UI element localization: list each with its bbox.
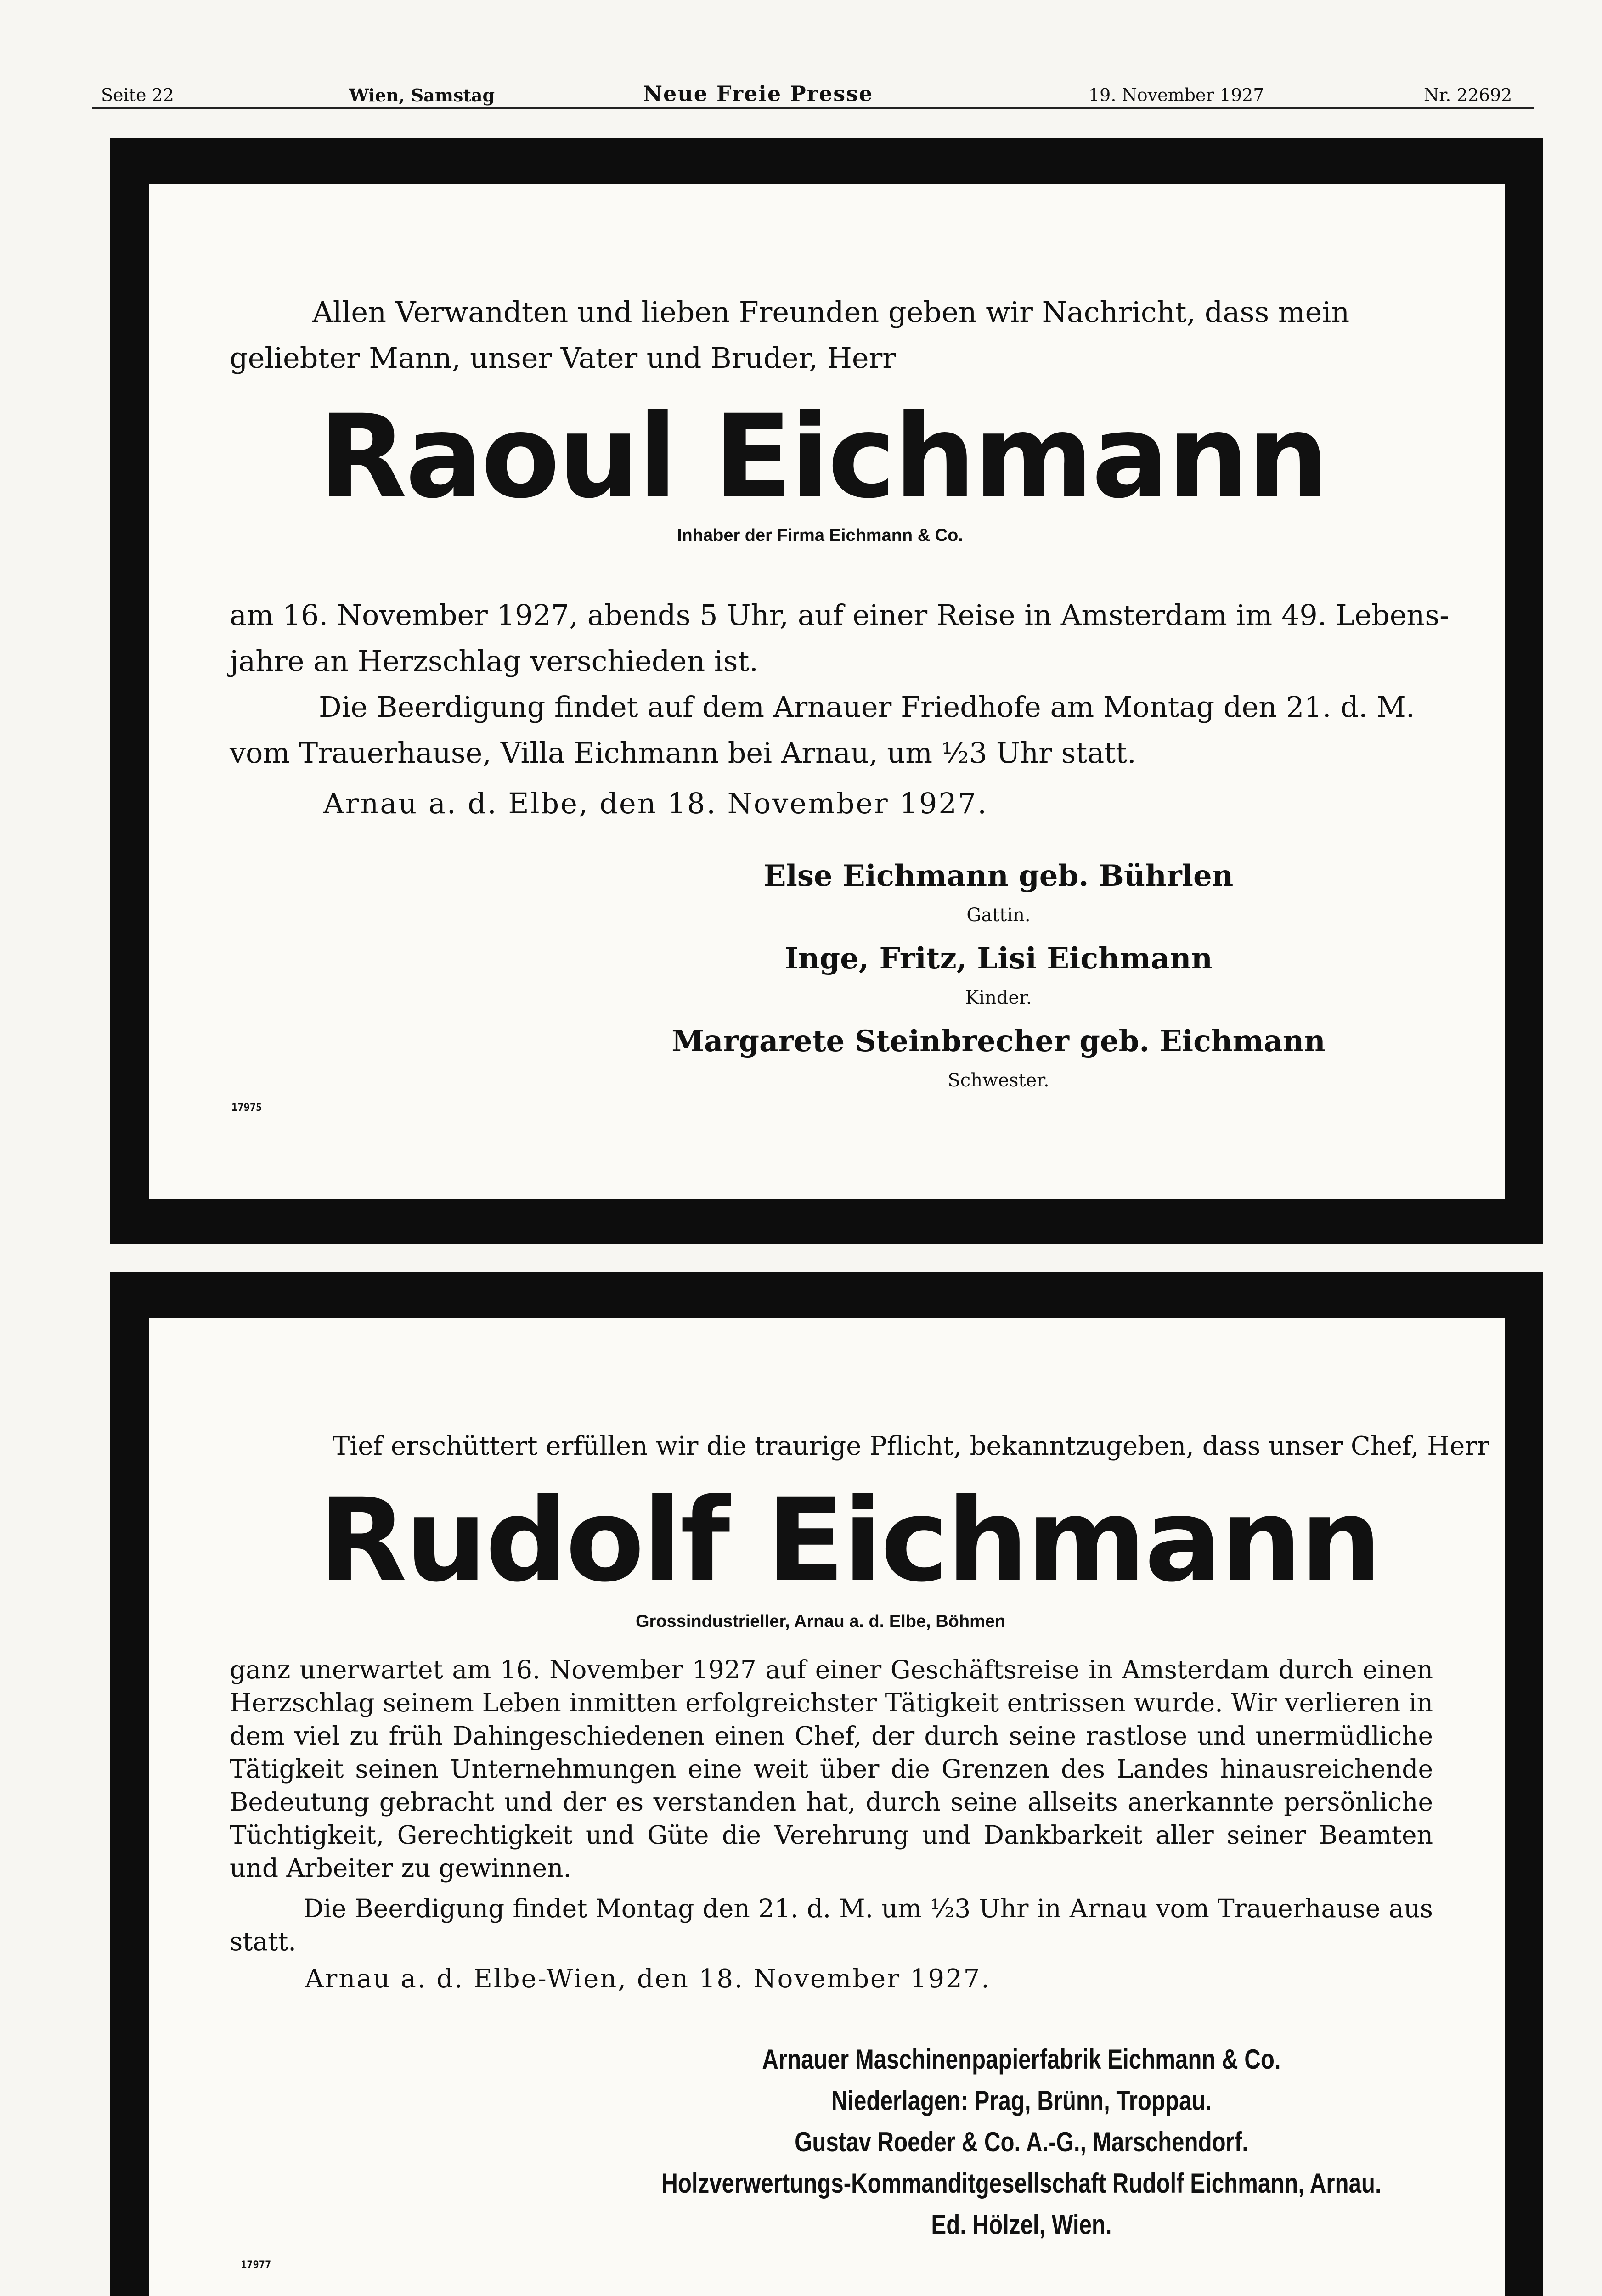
intro-line: geliebter Mann, unser Vater und Bruder, Herr	[230, 341, 896, 375]
company-line: Ed. Hölzel, Wien.	[931, 2209, 1112, 2240]
obituary-notice-raoul	[110, 138, 1543, 1244]
issue-number: Nr. 22692	[1424, 85, 1512, 105]
notice-body	[149, 1318, 1505, 2296]
place-date: Arnau a. d. Elbe-Wien, den 18. November 1927.	[305, 1964, 991, 1994]
company-line: Holzverwertungs-Kommanditgesellschaft Rudolf Eichmann, Arnau.	[661, 2168, 1382, 2199]
page-header	[92, 80, 1534, 117]
deceased-name: Rudolf Eichmann	[319, 1474, 1380, 1607]
deceased-subtitle: Inhaber der Firma Eichmann & Co.	[677, 526, 963, 545]
signer-role: Kinder.	[965, 987, 1032, 1008]
ad-code: 17977	[241, 2259, 271, 2271]
page-number: Seite 22	[101, 85, 174, 105]
signer-role: Schwester.	[948, 1070, 1049, 1091]
header-rule	[92, 107, 1534, 109]
newspaper-title: Neue Freie Presse	[643, 81, 874, 106]
signer-name: Margarete Steinbrecher geb. Eichmann	[671, 1024, 1326, 1058]
deceased-subtitle: Grossindustrieller, Arnau a. d. Elbe, Böhmen	[636, 1612, 1006, 1631]
body-line: am 16. November 1927, abends 5 Uhr, auf einer Reise in Amsterdam im 49. Lebens-	[230, 598, 1450, 632]
signer-name: Inge, Fritz, Lisi Eichmann	[784, 941, 1213, 976]
body-line: Die Beerdigung findet auf dem Arnauer Friedhofe am Montag den 21. d. M.	[319, 690, 1415, 724]
ad-code: 17975	[231, 1102, 262, 1114]
signer-name: Else Eichmann geb. Bührlen	[763, 859, 1234, 893]
obituary-notice-rudolf	[110, 1272, 1543, 2296]
header-place: Wien, Samstag	[349, 85, 495, 106]
body-paragraph: ganz unerwartet am 16. November 1927 auf einer Geschäftsreise in Amsterdam durch einen Herzschlag seinem Leben inmitten erfolgreichster Tätigkeit entrissen wurde. Wir verlieren in dem viel zu früh Dahingeschiedenen einen Chef, der durch seine rastlose und unermüdliche Tätigkeit seinen Unternehmungen eine weit über die Grenzen des Landes hinausreichende Bedeutung gebracht und der es verstanden hat, durch seine allseits anerkannte persönliche Tüchtigkeit, Gerechtigkeit und Güte die Verehrung und Dankbarkeit aller seiner Beamten und Arbeiter zu gewinnen.	[230, 1655, 1433, 1883]
body-line: vom Trauerhause, Villa Eichmann bei Arnau, um ½3 Uhr statt.	[230, 736, 1136, 770]
body-line: jahre an Herzschlag verschieden ist.	[230, 644, 759, 678]
company-line: Niederlagen: Prag, Brünn, Troppau.	[831, 2085, 1212, 2116]
intro-line: Allen Verwandten und lieben Freunden geben wir Nachricht, dass mein	[312, 295, 1350, 329]
funeral-paragraph: Die Beerdigung findet Montag den 21. d. M. um ½3 Uhr in Arnau vom Trauerhause aus statt.	[230, 1894, 1433, 1956]
header-date: 19. November 1927	[1089, 85, 1264, 105]
notice-body	[149, 184, 1505, 1199]
deceased-name: Raoul Eichmann	[319, 390, 1327, 523]
company-line: Arnauer Maschinenpapierfabrik Eichmann & Co.	[762, 2044, 1281, 2075]
place-date: Arnau a. d. Elbe, den 18. November 1927.	[323, 787, 988, 820]
signer-role: Gattin.	[966, 905, 1031, 926]
company-line: Gustav Roeder & Co. A.-G., Marschendorf.	[795, 2127, 1248, 2157]
intro-line: Tief erschüttert erfüllen wir die traurige Pflicht, bekanntzugeben, dass unser Chef, Herr	[333, 1431, 1489, 1461]
